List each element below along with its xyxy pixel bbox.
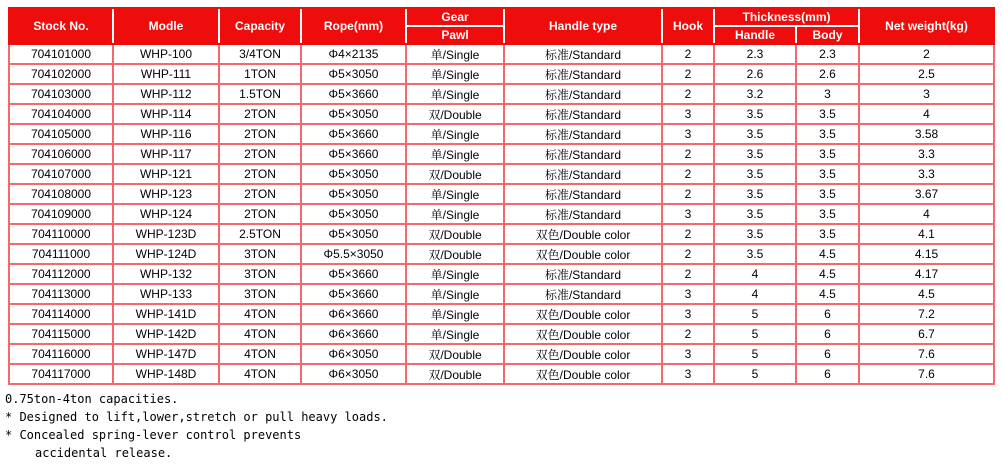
table-cell: 双色/Double color	[505, 365, 661, 383]
table-cell: 2	[860, 45, 993, 63]
table-cell: 4.5	[860, 285, 993, 303]
table-cell: 704101000	[10, 45, 112, 63]
table-cell: 双/Double	[407, 345, 503, 363]
table-cell: 2TON	[220, 205, 300, 223]
footnote-line: * Designed to lift,lower,stretch or pull heavy loads.	[5, 410, 388, 424]
table-cell: 标准/Standard	[505, 185, 661, 203]
table-cell: 单/Single	[407, 325, 503, 343]
table-cell: 标准/Standard	[505, 105, 661, 123]
table-cell: 双色/Double color	[505, 305, 661, 323]
table-cell: 704109000	[10, 205, 112, 223]
table-cell: WHP-142D	[114, 325, 218, 343]
table-cell: 4.17	[860, 265, 993, 283]
table-cell: 5	[715, 325, 795, 343]
header-pawl: Pawl	[407, 27, 503, 43]
table-cell: 3.5	[797, 165, 858, 183]
table-cell: 单/Single	[407, 285, 503, 303]
table-cell: 4	[715, 265, 795, 283]
table-cell: 2.6	[797, 65, 858, 83]
table-cell: Φ5.5×3050	[302, 245, 405, 263]
table-cell: 4.5	[797, 285, 858, 303]
table-cell: WHP-116	[114, 125, 218, 143]
header-capacity: Capacity	[220, 9, 300, 43]
table-cell: 4TON	[220, 365, 300, 383]
table-cell: WHP-100	[114, 45, 218, 63]
table-cell: Φ6×3660	[302, 325, 405, 343]
table-cell: 单/Single	[407, 265, 503, 283]
table-cell: 双/Double	[407, 365, 503, 383]
header-hook: Hook	[663, 9, 713, 43]
table-cell: 3.5	[797, 205, 858, 223]
table-cell: Φ5×3050	[302, 205, 405, 223]
table-cell: 704106000	[10, 145, 112, 163]
table-cell: 3	[663, 305, 713, 323]
table-cell: 双色/Double color	[505, 245, 661, 263]
table-cell: 2	[663, 65, 713, 83]
table-cell: WHP-123D	[114, 225, 218, 243]
table-cell: 3	[797, 85, 858, 103]
table-cell: 5	[715, 305, 795, 323]
footnote-line: 0.75ton-4ton capacities.	[5, 392, 179, 406]
table-cell: Φ5×3660	[302, 85, 405, 103]
table-cell: 1.5TON	[220, 85, 300, 103]
table-cell: 2TON	[220, 145, 300, 163]
table-cell: 3.5	[715, 205, 795, 223]
table-cell: 单/Single	[407, 45, 503, 63]
table-cell: 3/4TON	[220, 45, 300, 63]
table-cell: 3.5	[797, 185, 858, 203]
table-cell: 704104000	[10, 105, 112, 123]
table-cell: 标准/Standard	[505, 285, 661, 303]
header-thickness-body: Body	[797, 27, 858, 43]
table-cell: 2TON	[220, 185, 300, 203]
table-cell: 3	[860, 85, 993, 103]
table-cell: 704107000	[10, 165, 112, 183]
table-cell: 标准/Standard	[505, 125, 661, 143]
table-cell: 2	[663, 225, 713, 243]
table-cell: 4.15	[860, 245, 993, 263]
table-cell: 7.6	[860, 345, 993, 363]
table-cell: 6.7	[860, 325, 993, 343]
table-cell: 双色/Double color	[505, 345, 661, 363]
table-cell: 双/Double	[407, 225, 503, 243]
table-cell: 2TON	[220, 105, 300, 123]
table-cell: 3.5	[715, 125, 795, 143]
table-cell: 704102000	[10, 65, 112, 83]
table-cell: Φ5×3050	[302, 65, 405, 83]
table-cell: 4.5	[797, 245, 858, 263]
table-cell: 2.3	[715, 45, 795, 63]
table-cell: Φ5×3050	[302, 225, 405, 243]
table-cell: 704105000	[10, 125, 112, 143]
table-cell: Φ5×3050	[302, 105, 405, 123]
table-cell: 3.5	[715, 185, 795, 203]
footnote-line: * Concealed spring-lever control prevents	[5, 428, 302, 442]
table-cell: 双色/Double color	[505, 325, 661, 343]
table-cell: 单/Single	[407, 65, 503, 83]
table-cell: 2	[663, 265, 713, 283]
header-gear: Gear	[407, 9, 503, 25]
table-cell: 单/Single	[407, 85, 503, 103]
table-cell: 3.5	[797, 145, 858, 163]
spec-table-body	[8, 45, 995, 385]
table-cell: WHP-141D	[114, 305, 218, 323]
table-cell: 6	[797, 345, 858, 363]
table-cell: 2	[663, 145, 713, 163]
table-cell: 3	[663, 205, 713, 223]
table-cell: 2	[663, 325, 713, 343]
table-cell: 单/Single	[407, 125, 503, 143]
table-cell: 7.2	[860, 305, 993, 323]
table-cell: 3.3	[860, 145, 993, 163]
table-cell: 4.5	[797, 265, 858, 283]
table-cell: WHP-114	[114, 105, 218, 123]
table-cell: WHP-147D	[114, 345, 218, 363]
table-cell: 单/Single	[407, 145, 503, 163]
table-cell: 3.67	[860, 185, 993, 203]
table-cell: 单/Single	[407, 185, 503, 203]
header-thickness: Thickness(mm)	[715, 9, 858, 25]
header-net-weight: Net weight(kg)	[860, 9, 993, 43]
table-cell: 2TON	[220, 165, 300, 183]
footnotes	[5, 390, 1002, 462]
table-cell: WHP-133	[114, 285, 218, 303]
table-cell: 双/Double	[407, 165, 503, 183]
table-cell: 6	[797, 365, 858, 383]
table-cell: 704114000	[10, 305, 112, 323]
table-cell: 双色/Double color	[505, 225, 661, 243]
table-cell: 单/Single	[407, 305, 503, 323]
table-cell: 3.5	[715, 245, 795, 263]
header-stock-no: Stock No.	[10, 9, 112, 43]
table-cell: 3.5	[797, 125, 858, 143]
table-cell: WHP-124	[114, 205, 218, 223]
table-cell: 704112000	[10, 265, 112, 283]
table-cell: 704103000	[10, 85, 112, 103]
table-cell: 标准/Standard	[505, 205, 661, 223]
table-cell: WHP-148D	[114, 365, 218, 383]
table-cell: WHP-123	[114, 185, 218, 203]
table-cell: Φ5×3050	[302, 185, 405, 203]
table-cell: 2.5TON	[220, 225, 300, 243]
footnote-line: accidental release.	[35, 446, 173, 460]
table-cell: WHP-117	[114, 145, 218, 163]
table-cell: 704117000	[10, 365, 112, 383]
table-cell: 3.5	[797, 105, 858, 123]
header-handle-type: Handle type	[505, 9, 661, 43]
table-cell: 单/Single	[407, 205, 503, 223]
table-cell: Φ5×3660	[302, 145, 405, 163]
header-modle: Modle	[114, 9, 218, 43]
table-cell: 双/Double	[407, 245, 503, 263]
table-cell: 4	[860, 105, 993, 123]
table-cell: Φ6×3050	[302, 365, 405, 383]
table-cell: 704116000	[10, 345, 112, 363]
table-cell: 4TON	[220, 305, 300, 323]
table-cell: 3	[663, 285, 713, 303]
table-cell: 2.6	[715, 65, 795, 83]
table-cell: 3.58	[860, 125, 993, 143]
spec-table-header	[8, 7, 995, 45]
table-cell: Φ5×3660	[302, 265, 405, 283]
table-cell: 2	[663, 85, 713, 103]
table-cell: 3TON	[220, 285, 300, 303]
table-cell: 704111000	[10, 245, 112, 263]
table-cell: 标准/Standard	[505, 45, 661, 63]
table-cell: WHP-132	[114, 265, 218, 283]
table-cell: 3	[663, 365, 713, 383]
table-cell: 标准/Standard	[505, 145, 661, 163]
table-cell: WHP-124D	[114, 245, 218, 263]
table-cell: Φ5×3660	[302, 125, 405, 143]
table-cell: 3.5	[715, 165, 795, 183]
table-cell: 3.5	[715, 105, 795, 123]
table-cell: 6	[797, 325, 858, 343]
table-cell: 2	[663, 185, 713, 203]
table-cell: 双/Double	[407, 105, 503, 123]
table-cell: 3.5	[797, 225, 858, 243]
table-cell: 标准/Standard	[505, 165, 661, 183]
table-cell: 标准/Standard	[505, 265, 661, 283]
table-cell: 3TON	[220, 245, 300, 263]
table-cell: 6	[797, 305, 858, 323]
table-cell: 2	[663, 245, 713, 263]
table-cell: 5	[715, 365, 795, 383]
table-cell: 4.1	[860, 225, 993, 243]
table-cell: Φ5×3660	[302, 285, 405, 303]
table-cell: WHP-111	[114, 65, 218, 83]
table-cell: 2.5	[860, 65, 993, 83]
table-cell: 4TON	[220, 345, 300, 363]
table-cell: 704110000	[10, 225, 112, 243]
table-cell: 3.3	[860, 165, 993, 183]
table-cell: 4	[860, 205, 993, 223]
table-cell: 4	[715, 285, 795, 303]
header-thickness-handle: Handle	[715, 27, 795, 43]
table-cell: 3	[663, 105, 713, 123]
table-cell: 1TON	[220, 65, 300, 83]
table-cell: 704108000	[10, 185, 112, 203]
table-cell: 2.3	[797, 45, 858, 63]
table-cell: 704113000	[10, 285, 112, 303]
table-cell: Φ4×2135	[302, 45, 405, 63]
header-rope: Rope(mm)	[302, 9, 405, 43]
table-cell: 2	[663, 165, 713, 183]
table-cell: 3.5	[715, 145, 795, 163]
table-cell: 704115000	[10, 325, 112, 343]
table-cell: 3TON	[220, 265, 300, 283]
table-cell: 4TON	[220, 325, 300, 343]
table-cell: 标准/Standard	[505, 85, 661, 103]
table-cell: 2	[663, 45, 713, 63]
table-cell: WHP-112	[114, 85, 218, 103]
table-cell: 3.2	[715, 85, 795, 103]
table-cell: Φ5×3050	[302, 165, 405, 183]
table-cell: 5	[715, 345, 795, 363]
table-cell: 3	[663, 125, 713, 143]
spec-table	[8, 7, 995, 385]
table-cell: Φ6×3050	[302, 345, 405, 363]
table-cell: 3.5	[715, 225, 795, 243]
table-cell: 2TON	[220, 125, 300, 143]
table-cell: 7.6	[860, 365, 993, 383]
table-cell: 3	[663, 345, 713, 363]
table-cell: WHP-121	[114, 165, 218, 183]
table-cell: 标准/Standard	[505, 65, 661, 83]
table-cell: Φ6×3660	[302, 305, 405, 323]
